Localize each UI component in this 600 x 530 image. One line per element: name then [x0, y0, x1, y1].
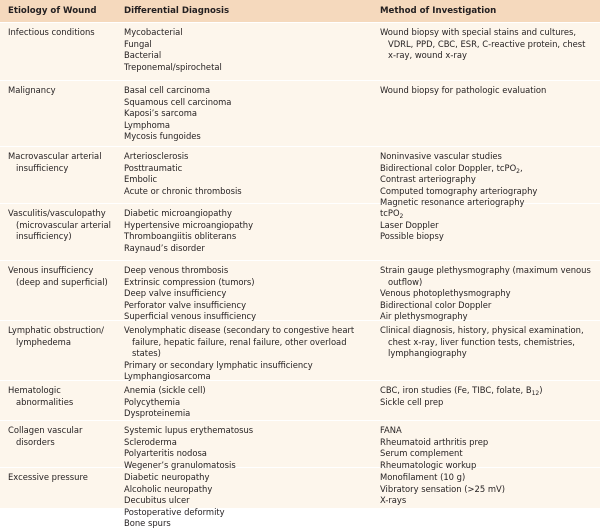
investigation-cell — [380, 265, 600, 320]
cell-line: Anemia (sickle cell) — [124, 385, 206, 395]
cell-line: Bidirectional color Doppler, tcPO$_2$, — [380, 162, 523, 175]
cell-line: FANA — [380, 425, 402, 435]
table-header — [0, 0, 600, 23]
diagnosis-cell — [124, 385, 380, 420]
etiology-cell — [0, 472, 124, 526]
cell-line: Embolic — [124, 174, 158, 185]
cell-line: Possible biopsy — [380, 231, 444, 242]
etiology-cell — [0, 385, 124, 420]
cell-line: Noninvasive vascular studies — [380, 151, 502, 161]
investigation-cell — [380, 85, 600, 146]
cell-line: Bidirectional color Doppler — [380, 299, 492, 310]
etiology-cell — [0, 265, 124, 320]
cell-line: Systemic lupus erythematosus — [124, 425, 254, 435]
cell-line: Lymphatic obstruction/ lymphedema — [8, 325, 104, 347]
cell-line: Rheumatoid arthritis prep — [380, 436, 489, 447]
cell-line: Venous photoplethysmography — [380, 288, 511, 299]
cell-line: Mycobacterial — [124, 27, 183, 37]
etiology-cell — [0, 85, 124, 146]
cell-line: Serum complement — [380, 448, 463, 459]
cell-line: Arteriosclerosis — [124, 151, 189, 161]
cell-line: Sickle cell prep — [380, 396, 444, 407]
header-investigation: Method of Investigation — [380, 6, 497, 16]
diagnosis-cell — [124, 325, 380, 380]
table-row — [0, 421, 600, 468]
cell-line: Clinical diagnosis, history, physical examination, chest x-ray, liver function tests, chemistries, lymphangiography — [380, 325, 584, 359]
cell-line: Macrovascular arterial insufficiency — [8, 151, 102, 173]
investigation-cell — [380, 27, 600, 80]
cell-line: Squamous cell carcinoma — [124, 96, 232, 107]
cell-line: Deep venous thrombosis — [124, 265, 229, 275]
cell-line: Scleroderma — [124, 436, 177, 447]
cell-line: Polyarteritis nodosa — [124, 448, 207, 459]
cell-line: Raynaud’s disorder — [124, 242, 205, 253]
cell-line: Diabetic neuropathy — [124, 472, 210, 482]
cell-line: Alcoholic neuropathy — [124, 483, 213, 494]
cell-line: Bacterial — [124, 50, 162, 61]
cell-line: Hypertensive microangiopathy — [124, 219, 254, 230]
etiology-cell — [0, 27, 124, 80]
investigation-cell — [380, 208, 600, 260]
cell-line: Computed tomography arteriography — [380, 185, 538, 196]
cell-line: Perforator valve insufficiency — [124, 299, 247, 310]
cell-line: Acute or chronic thrombosis — [124, 185, 242, 196]
diagnosis-cell — [124, 151, 380, 203]
etiology-cell — [0, 425, 124, 467]
cell-line: Wound biopsy for pathologic evaluation — [380, 85, 547, 95]
cell-line: Hematologic abnormalities — [8, 385, 74, 407]
cell-line: Superficial venous insufficiency — [124, 311, 257, 322]
investigation-cell — [380, 325, 600, 380]
diagnosis-cell — [124, 472, 380, 529]
cell-line: Dysproteinemia — [124, 408, 191, 419]
investigation-cell — [380, 425, 600, 470]
cell-line: Posttraumatic — [124, 162, 183, 173]
investigation-cell — [380, 385, 600, 420]
cell-line: X-rays — [380, 495, 407, 506]
diagnosis-cell — [124, 27, 380, 80]
table-row — [0, 381, 600, 421]
cell-line: Collagen vascular disorders — [8, 425, 83, 447]
cell-line: Primary or secondary lymphatic insufficiency — [124, 359, 313, 370]
cell-line: Basal cell carcinoma — [124, 85, 211, 95]
cell-line: Thromboangiitis obliterans — [124, 231, 237, 242]
cell-line: Venous insufficiency (deep and superficial) — [8, 265, 108, 287]
table-row — [0, 468, 600, 529]
cell-line: Fungal — [124, 38, 152, 49]
cell-line: Deep valve insufficiency — [124, 288, 227, 299]
cell-line: Laser Doppler — [380, 219, 439, 230]
cell-line: Malignancy — [8, 85, 56, 95]
cell-line: Vibratory sensation (>25 mV) — [380, 483, 506, 494]
cell-line: Postoperative deformity — [124, 506, 225, 517]
cell-line: Magnetic resonance arteriography — [380, 197, 525, 208]
cell-line: Mycosis fungoides — [124, 131, 201, 142]
cell-line: Strain gauge plethysmography (maximum venous outflow) — [380, 265, 591, 287]
cell-line: Contrast arteriography — [380, 174, 476, 185]
table-row — [0, 23, 600, 81]
header-diagnosis: Differential Diagnosis — [124, 6, 230, 16]
cell-line: Decubitus ulcer — [124, 495, 190, 506]
investigation-cell — [380, 151, 600, 208]
cell-line: Lymphangiosarcoma — [124, 371, 211, 382]
header-etiology: Etiology of Wound — [8, 6, 97, 16]
cell-line: Wound biopsy with special stains and cultures, VDRL, PPD, CBC, ESR, C-reactive protein, chest x-ray, wound x-ray — [380, 27, 586, 61]
table-row — [0, 204, 600, 261]
cell-line: Kaposi’s sarcoma — [124, 108, 198, 119]
etiology-cell — [0, 151, 124, 203]
etiology-cell — [0, 208, 124, 260]
cell-line: Extrinsic compression (tumors) — [124, 276, 255, 287]
investigation-cell — [380, 472, 600, 526]
cell-line: Air plethysmography — [380, 311, 468, 322]
cell-line: Monofilament (10 g) — [380, 472, 466, 482]
cell-line: tcPO$_2$ — [380, 208, 404, 220]
etiology-cell — [0, 325, 124, 380]
cell-line: Rheumatologic workup — [380, 459, 477, 470]
cell-line: Infectious conditions — [8, 27, 95, 37]
diagnosis-cell — [124, 85, 380, 146]
cell-line: Excessive pressure — [8, 472, 88, 482]
table-row — [0, 81, 600, 147]
table-row — [0, 321, 600, 381]
cell-line: Polycythemia — [124, 396, 181, 407]
table-body — [0, 23, 600, 529]
cell-line: CBC, iron studies (Fe, TIBC, folate, $B_{12}$) — [380, 385, 543, 397]
cell-line: Wegener’s granulomatosis — [124, 459, 236, 470]
diagnosis-cell — [124, 265, 380, 320]
cell-line: Venolymphatic disease (secondary to congestive heart failure, hepatic failure, renal failure, other overload states) — [124, 325, 355, 359]
table-row — [0, 147, 600, 208]
diagnosis-cell — [124, 425, 380, 470]
cell-line: Lymphoma — [124, 119, 171, 130]
cell-line: Bone spurs — [124, 518, 171, 529]
table-row — [0, 261, 600, 321]
diagnosis-cell — [124, 208, 380, 260]
cell-line: Diabetic microangiopathy — [124, 208, 232, 218]
cell-line: Treponemal/spirochetal — [124, 61, 222, 72]
cell-line: Vasculitis/vasculopathy (microvascular arterial insufficiency) — [8, 208, 111, 242]
